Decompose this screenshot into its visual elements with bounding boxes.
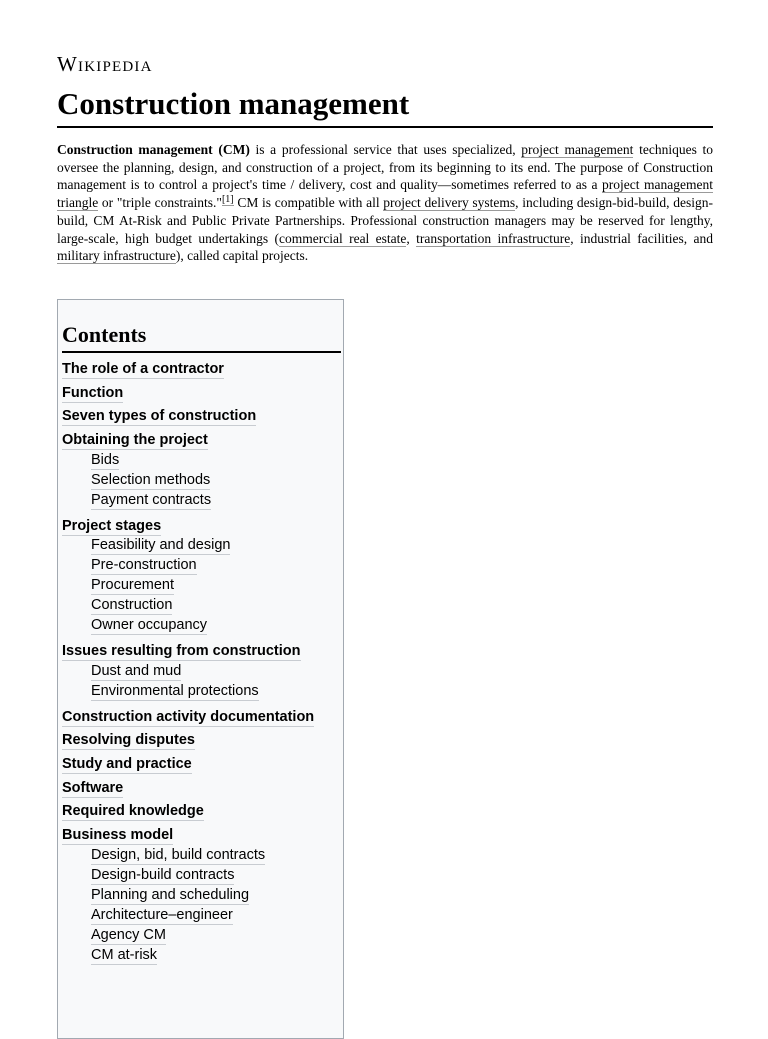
toc-entry[interactable]: Environmental protections <box>91 682 259 699</box>
toc-entry[interactable]: Bids <box>91 451 120 468</box>
toc-entry[interactable]: Required knowledge <box>62 803 204 820</box>
toc-entry[interactable]: Construction activity documentation <box>62 708 315 725</box>
toc-entry[interactable]: Study and practice <box>62 756 192 772</box>
toc-entry[interactable]: Procurement <box>91 577 175 594</box>
toc-entry[interactable]: Issues resulting from construction <box>62 643 301 660</box>
toc-entry[interactable]: Software <box>62 779 124 796</box>
intro-text: , industrial facilities, and <box>570 230 713 246</box>
intro-paragraph <box>57 141 713 265</box>
toc-entry[interactable]: Seven types of construction <box>62 408 257 425</box>
toc-entry[interactable]: Business model <box>62 827 174 844</box>
toc-entry[interactable]: Pre-construction <box>91 557 197 574</box>
toc-entry[interactable]: Architecture–engineer <box>91 906 233 923</box>
toc-entry[interactable]: Design, bid, build contracts <box>91 846 266 863</box>
intro-link[interactable]: military infrastructure <box>57 248 176 264</box>
table-of-contents <box>57 299 344 1039</box>
toc-divider <box>62 351 341 353</box>
intro-text: or "triple constraints." <box>98 195 222 211</box>
toc-entry[interactable]: CM at-risk <box>91 946 158 963</box>
toc-entry[interactable]: Dust and mud <box>91 662 182 679</box>
toc-entry[interactable]: Design-build contracts <box>91 866 235 883</box>
page-title: Construction management <box>57 86 410 121</box>
intro-text: , including design-bid-build, design-build, CM At-Risk and Public Private Partnerships. Professional construction managers may be reserved for lengthy, large-scale, high budget undertakings ( <box>57 195 713 246</box>
intro-link[interactable]: commercial real estate <box>279 230 407 246</box>
intro-text: ), called capital projects. <box>175 248 309 264</box>
intro-link[interactable]: project management <box>521 142 634 157</box>
intro-link[interactable]: project management triangle <box>57 177 713 211</box>
toc-entry[interactable]: Payment contracts <box>91 491 212 508</box>
intro-text: techniques to oversee the planning, design, and construction of a project, from its beginning to its end. The purpose of Construction management is to control a project's time / delivery, cost and quality—sometimes referred to as a <box>57 142 714 193</box>
intro-text: CM is compatible with all <box>233 195 384 211</box>
toc-entry[interactable]: Agency CM <box>91 926 166 943</box>
intro-link[interactable]: project delivery systems <box>383 195 516 211</box>
toc-entry[interactable]: Feasibility and design <box>91 537 231 554</box>
toc-entry[interactable]: Construction <box>91 597 173 614</box>
toc-entry[interactable]: Function <box>62 384 124 401</box>
toc-entry[interactable]: Project stages <box>62 517 162 534</box>
intro-link[interactable]: transportation infrastructure <box>416 230 571 246</box>
intro-text: , <box>406 230 417 246</box>
toc-entry[interactable]: Planning and scheduling <box>91 886 250 903</box>
toc-entry[interactable]: Selection methods <box>91 471 211 488</box>
toc-title: Contents <box>62 322 147 347</box>
toc-entry[interactable]: Owner occupancy <box>91 617 208 634</box>
wikipedia-wordmark[interactable]: Wikipedia <box>57 52 153 76</box>
toc-entry[interactable]: Obtaining the project <box>62 432 208 449</box>
toc-entry[interactable]: The role of a contractor <box>62 361 224 377</box>
toc-entry[interactable]: Resolving disputes <box>62 732 195 749</box>
intro-link[interactable]: [1] <box>221 193 234 205</box>
intro-text: is a professional service that uses specialized, <box>249 142 522 157</box>
intro-text: Construction management (CM) <box>57 142 250 157</box>
title-divider <box>57 126 713 128</box>
